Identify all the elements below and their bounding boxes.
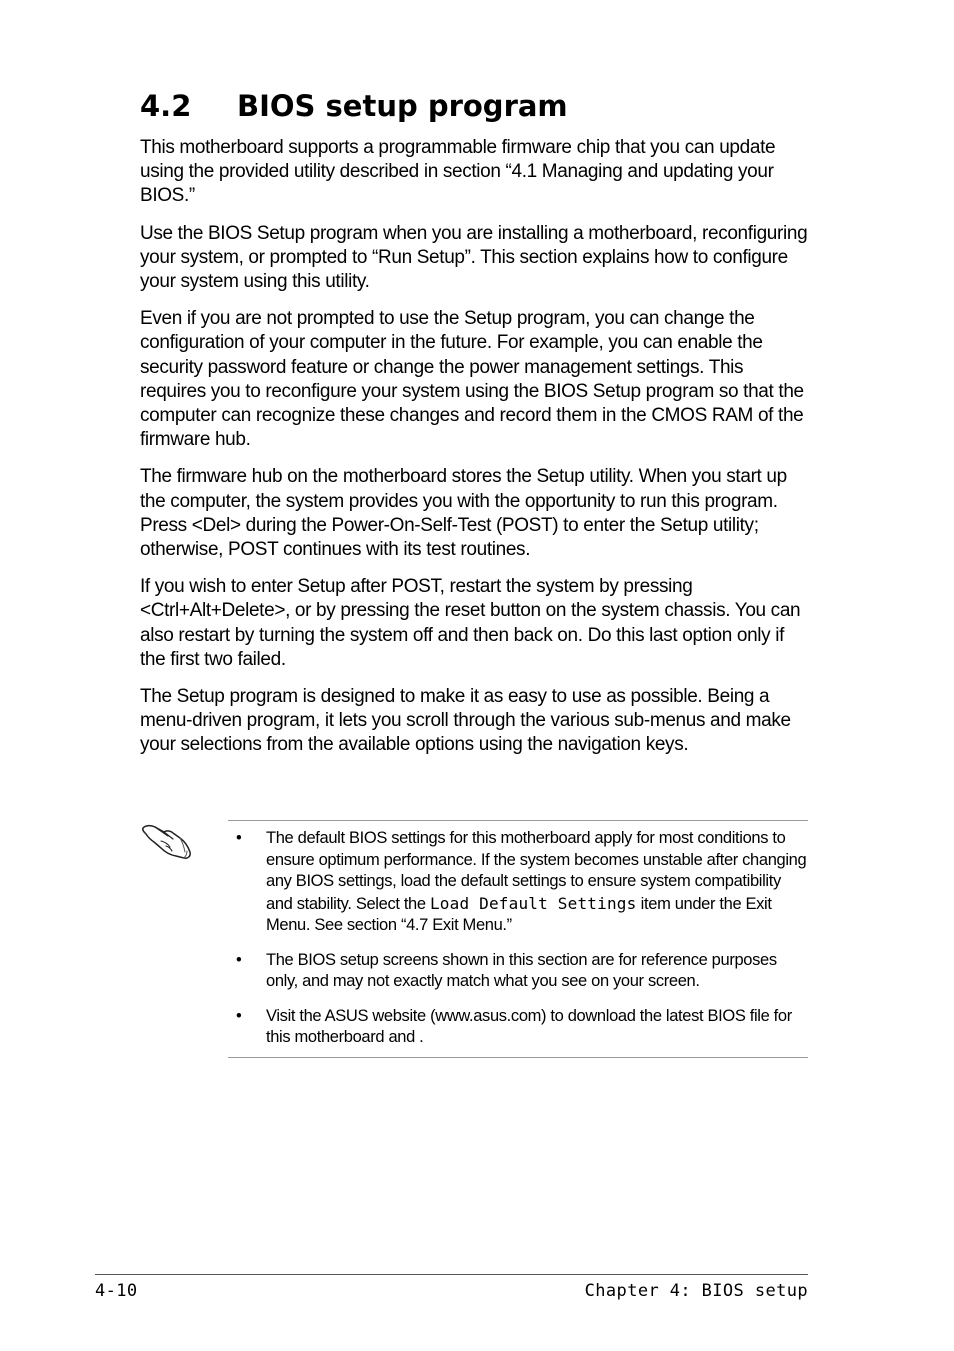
bullet: • — [236, 1006, 242, 1025]
section-number: 4.2 — [140, 89, 192, 123]
section-heading — [140, 86, 568, 126]
section-title: BIOS setup program — [237, 89, 568, 123]
paragraph-4: The firmware hub on the motherboard stores the Setup utility. When you start up the computer, the system provides you with the opportunity to run this program. Press <Del> during the Power-On-Self-Test (POST) to enter the Setup utility; otherwise, POST continues with its test routines. — [140, 466, 787, 561]
note-item-asus-website — [228, 1006, 808, 1049]
paragraph-5: If you wish to enter Setup after POST, restart the system by pressing <Ctrl+Alt+Delete>, or by pressing the reset button on the system chassis. You can also restart by turning the system off and then back on. Do this last option only if the first two failed. — [140, 576, 801, 670]
note-item-reference-screens — [228, 950, 808, 993]
page-number: 4-10 — [95, 1281, 138, 1301]
load-default-settings-label: Load Default Settings — [429, 893, 637, 913]
note-block — [140, 810, 808, 1100]
bullet: • — [236, 950, 242, 969]
note-list — [228, 828, 808, 1049]
body-text — [140, 136, 812, 771]
note-item-text: The default BIOS settings for this motherboard apply for most conditions to ensure optimum performance. If the system becomes unstable after changing any BIOS settings, load the default settings to ensure system compatibility and stability. Select the — [266, 829, 807, 913]
note-box — [228, 820, 808, 1058]
chapter-title: Chapter 4: BIOS setup — [584, 1281, 808, 1301]
note-item-text: item under the Exit Menu. See section “4.7 Exit Menu.” — [266, 894, 772, 934]
paragraph-1: This motherboard supports a programmable firmware chip that you can update using the provided utility described in section “4.1 Managing and updating your BIOS.” — [140, 137, 776, 207]
paragraph-6: The Setup program is designed to make it as easy to use as possible. Being a menu-driven program, it lets you scroll through the various sub-menus and make your selections from the available options using the navigation keys. — [140, 686, 791, 756]
note-item-text: The BIOS setup screens shown in this section are for reference purposes only, and may not exactly match what you see on your screen. — [266, 950, 777, 990]
note-item-default-settings — [228, 828, 808, 937]
bullet: • — [236, 829, 242, 847]
pointing-hand-icon — [140, 816, 194, 862]
paragraph-3: Even if you are not prompted to use the Setup program, you can change the configuration of your computer in the future. For example, you can enable the security password feature or change the power management settings. This requires you to reconfigure your system using the BIOS Setup program so that the computer can recognize these changes and record them in the CMOS RAM of the firmware hub. — [140, 308, 804, 451]
paragraph-2: Use the BIOS Setup program when you are installing a motherboard, reconfiguring your system, or prompted to “Run Setup”. This section explains how to configure your system using this utility. — [140, 222, 808, 293]
footer-divider — [95, 1274, 808, 1275]
note-item-text: Visit the ASUS website (www.asus.com) to download the latest BIOS file for this motherboard and . — [266, 1006, 792, 1046]
